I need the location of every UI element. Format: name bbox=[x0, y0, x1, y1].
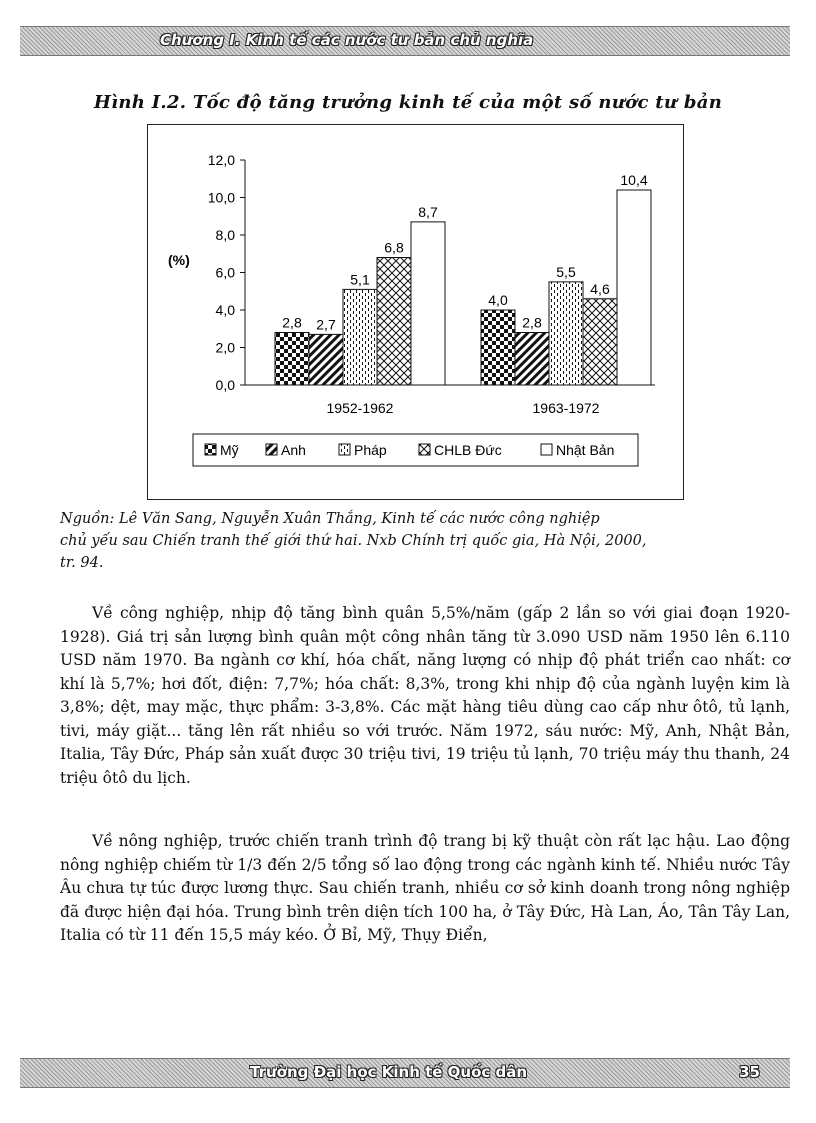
bar bbox=[617, 190, 651, 385]
legend-label: Mỹ bbox=[220, 442, 239, 458]
page-number: 35 bbox=[739, 1063, 760, 1081]
data-label: 8,7 bbox=[418, 203, 438, 220]
source-line: Nguồn: Lê Văn Sang, Nguyễn Xuân Thắng, Kinh tế các nước công nghiệp bbox=[60, 511, 600, 527]
legend-swatch bbox=[205, 444, 216, 455]
legend-label: CHLB Đức bbox=[434, 442, 502, 458]
y-tick-label: 8,0 bbox=[215, 227, 235, 243]
figure-title: Hình I.2. Tốc độ tăng trưởng kinh tế của một số nước tư bản bbox=[93, 92, 723, 113]
growth-bar-chart bbox=[148, 125, 683, 499]
source-line: tr. 94. bbox=[60, 555, 104, 571]
bar bbox=[583, 299, 617, 385]
bar bbox=[343, 289, 377, 385]
data-label: 2,8 bbox=[282, 314, 302, 331]
legend-swatch bbox=[339, 444, 350, 455]
legend-swatch bbox=[266, 444, 277, 455]
legend-label: Pháp bbox=[354, 442, 387, 458]
bar bbox=[549, 282, 583, 385]
legend-label: Anh bbox=[281, 442, 306, 458]
figure-source bbox=[60, 508, 790, 574]
category-label: 1952-1962 bbox=[326, 400, 394, 416]
footer-band bbox=[20, 1058, 790, 1088]
data-label: 5,5 bbox=[556, 263, 576, 280]
source-line: chủ yếu sau Chiến tranh thế giới thứ hai. Nxb Chính trị quốc gia, Hà Nội, 2000, bbox=[60, 533, 647, 549]
data-label: 6,8 bbox=[384, 239, 404, 256]
data-label: 10,4 bbox=[620, 172, 648, 188]
chart-frame bbox=[147, 124, 684, 500]
data-label: 4,0 bbox=[488, 292, 508, 308]
data-label: 2,8 bbox=[522, 314, 542, 331]
y-axis-label: (%) bbox=[168, 252, 190, 268]
y-tick-label: 12,0 bbox=[207, 152, 235, 168]
legend-label: Nhật Bản bbox=[556, 442, 615, 458]
data-label: 2,7 bbox=[316, 316, 336, 333]
chapter-header: Chương I. Kinh tế các nước tư bản chủ nghĩa bbox=[160, 31, 534, 49]
bar bbox=[377, 258, 411, 386]
category-label: 1963-1972 bbox=[532, 400, 600, 416]
bar bbox=[411, 222, 445, 385]
bar bbox=[309, 334, 343, 385]
y-tick-label: 6,0 bbox=[215, 264, 235, 281]
bar bbox=[515, 333, 549, 386]
y-tick-label: 0,0 bbox=[215, 377, 235, 393]
legend-swatch bbox=[419, 444, 430, 455]
header-band bbox=[20, 26, 790, 56]
data-label: 5,1 bbox=[350, 271, 370, 288]
bar bbox=[481, 310, 515, 385]
bar bbox=[275, 333, 309, 386]
y-tick-label: 4,0 bbox=[215, 302, 235, 318]
paragraph-agriculture: Về nông nghiệp, trước chiến tranh trình độ trang bị kỹ thuật còn rất lạc hậu. Lao động nông nghiệp chiếm từ 1/3 đến 2/5 tổng số lao động trong các ngành kinh tế. Nhiều nước Tây Âu chưa tự túc được lương thực. Sau chiến tranh, nhiều cơ sở kinh doanh trong nông nghiệp đã được hiện đại hóa. Trung bình trên diện tích 100 ha, ở Tây Đức, Hà Lan, Áo, Tân Tây Lan, Italia có từ 11 đến 15,5 máy kéo. Ở Bỉ, Mỹ, Thụy Điển, bbox=[60, 832, 790, 944]
data-label: 4,6 bbox=[590, 280, 610, 297]
y-tick-label: 10,0 bbox=[207, 189, 235, 206]
legend-swatch bbox=[541, 444, 552, 455]
footer-title: Trường Đại học Kinh tế Quốc dân bbox=[250, 1063, 528, 1081]
y-tick-label: 2,0 bbox=[215, 339, 235, 356]
paragraph-industry: Về công nghiệp, nhịp độ tăng bình quân 5,5%/năm (gấp 2 lần so với giai đoạn 1920-1928). Giá trị sản lượng bình quân một công nhân tăng từ 3.090 USD năm 1950 lên 6.110 USD năm 1970. Ba ngành cơ khí, hóa chất, năng lượng có nhịp độ phát triển cao nhất: cơ khí là 5,7%; hơi đốt, điện: 7,7%; hóa chất: 8,3%, trong khi nhịp độ của ngành luyện kim là 3,8%; dệt, may mặc, thực phẩm: 3-3,8%. Các mặt hàng tiêu dùng cao cấp như ôtô, tủ lạnh, tivi, máy giặt... tăng lên rất nhiều so với trước. Năm 1972, sáu nước: Mỹ, Anh, Nhật Bản, Italia, Tây Đức, Pháp sản xuất được 30 triệu tivi, 19 triệu tủ lạnh, 70 triệu máy thu thanh, 24 triệu ôtô du lịch. bbox=[60, 604, 790, 787]
